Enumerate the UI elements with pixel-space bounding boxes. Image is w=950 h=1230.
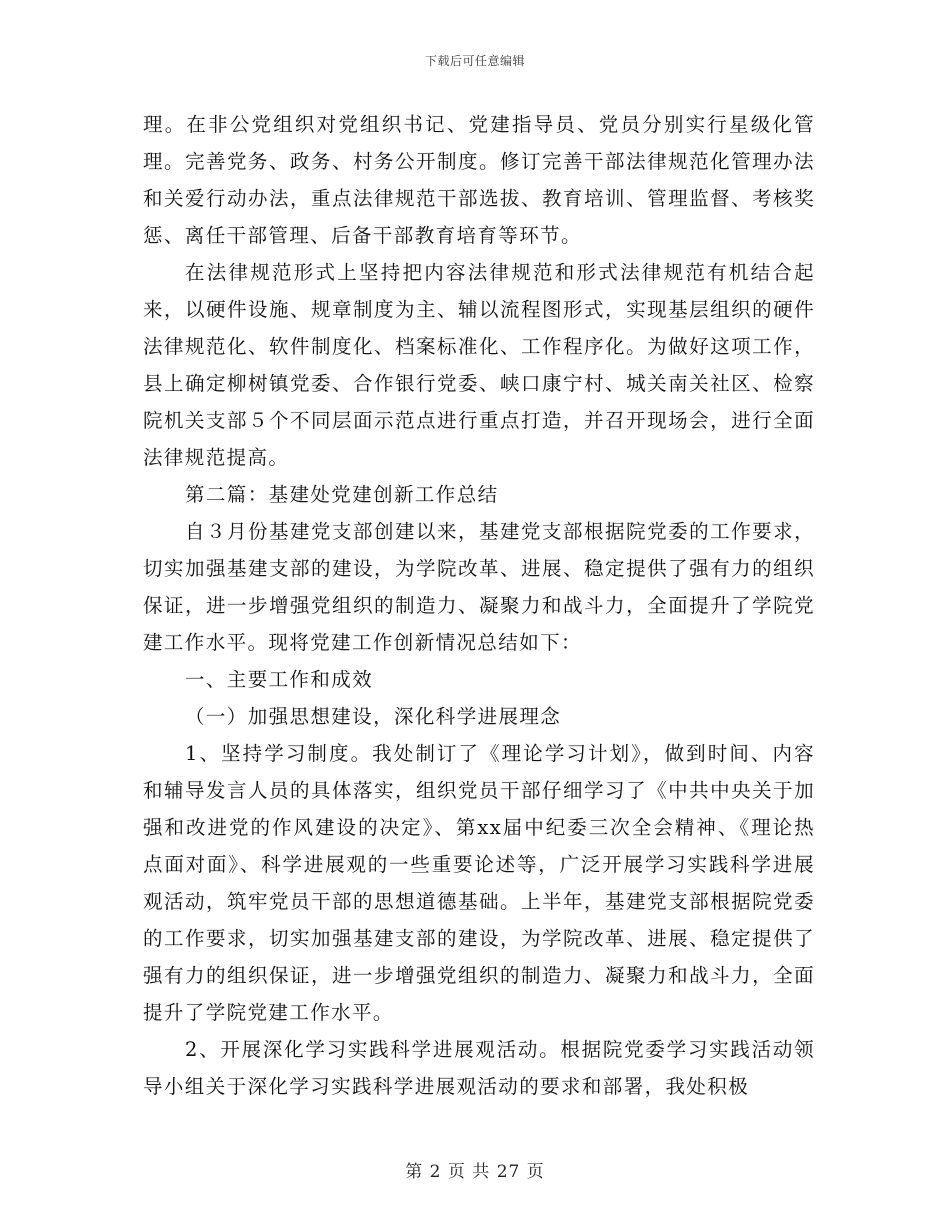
paragraph-study-practice: 2、开展深化学习实践科学进展观活动。根据院党委学习实践活动领导小组关于深化学习实践科学进展观活动的要求和部署，我处积极 <box>143 1038 815 1098</box>
section-title: 第二篇：基建处党建创新工作总结 <box>185 483 499 506</box>
paragraph-study-system: 1、坚持学习制度。我处制订了《理论学习计划》，做到时间、内容和辅导发言人员的具体落实，组织党员干部仔细学习了《中共中央关于加强和改进党的作风建设的决定》、第xx届中纪委三次全会精神、《理论热点面对面》、科学进展观的一些重要论述等，广泛开展学习实践科学进展观活动，筑牢党员干部的思想道德基础。上半年，基建党支部根据院党委的工作要求，切实加强基建支部的建设，为学院改革、进展、稳定提供了强有力的组织保证，进一步增强党组织的制造力、凝聚力和战斗力，全面提升了学院党建工作水平。 <box>143 742 815 1024</box>
heading-main-work: 一、主要工作和成效 <box>185 668 374 691</box>
paragraph-2: 在法律规范形式上坚持把内容法律规范和形式法律规范有机结合起来，以硬件设施、规章制度为主、辅以流程图形式，实现基层组织的硬件法律规范化、软件制度化、档案标准化、工作程序化。为做好这项工作，县上确定柳树镇党委、合作银行党委、峡口康宁村、城关南关社区、检察院机关支部５个不同层面示范点进行重点打造，并召开现场会，进行全面法律规范提高。 <box>143 261 815 469</box>
paragraph-3: 自３月份基建党支部创建以来，基建党支部根据院党委的工作要求，切实加强基建支部的建设，为学院改革、进展、稳定提供了强有力的组织保证，进一步增强党组织的制造力、凝聚力和战斗力，全面提升了学院党建工作水平。现将党建工作创新情况总结如下： <box>143 520 815 654</box>
subheading-thought-building: （一）加强思想建设，深化科学进展理念 <box>185 705 562 728</box>
document-body <box>143 106 815 1105</box>
page-footer: 第 2 页 共 27 页 <box>405 1162 545 1182</box>
page-header: 下载后可任意编辑 <box>424 54 525 68</box>
paragraph-1: 理。在非公党组织对党组织书记、党建指导员、党员分别实行星级化管理。完善党务、政务、村务公开制度。修订完善干部法律规范化管理办法和关爱行动办法，重点法律规范干部选拔、教育培训、管理监督、考核奖惩、离任干部管理、后备干部教育培育等环节。 <box>143 113 815 247</box>
